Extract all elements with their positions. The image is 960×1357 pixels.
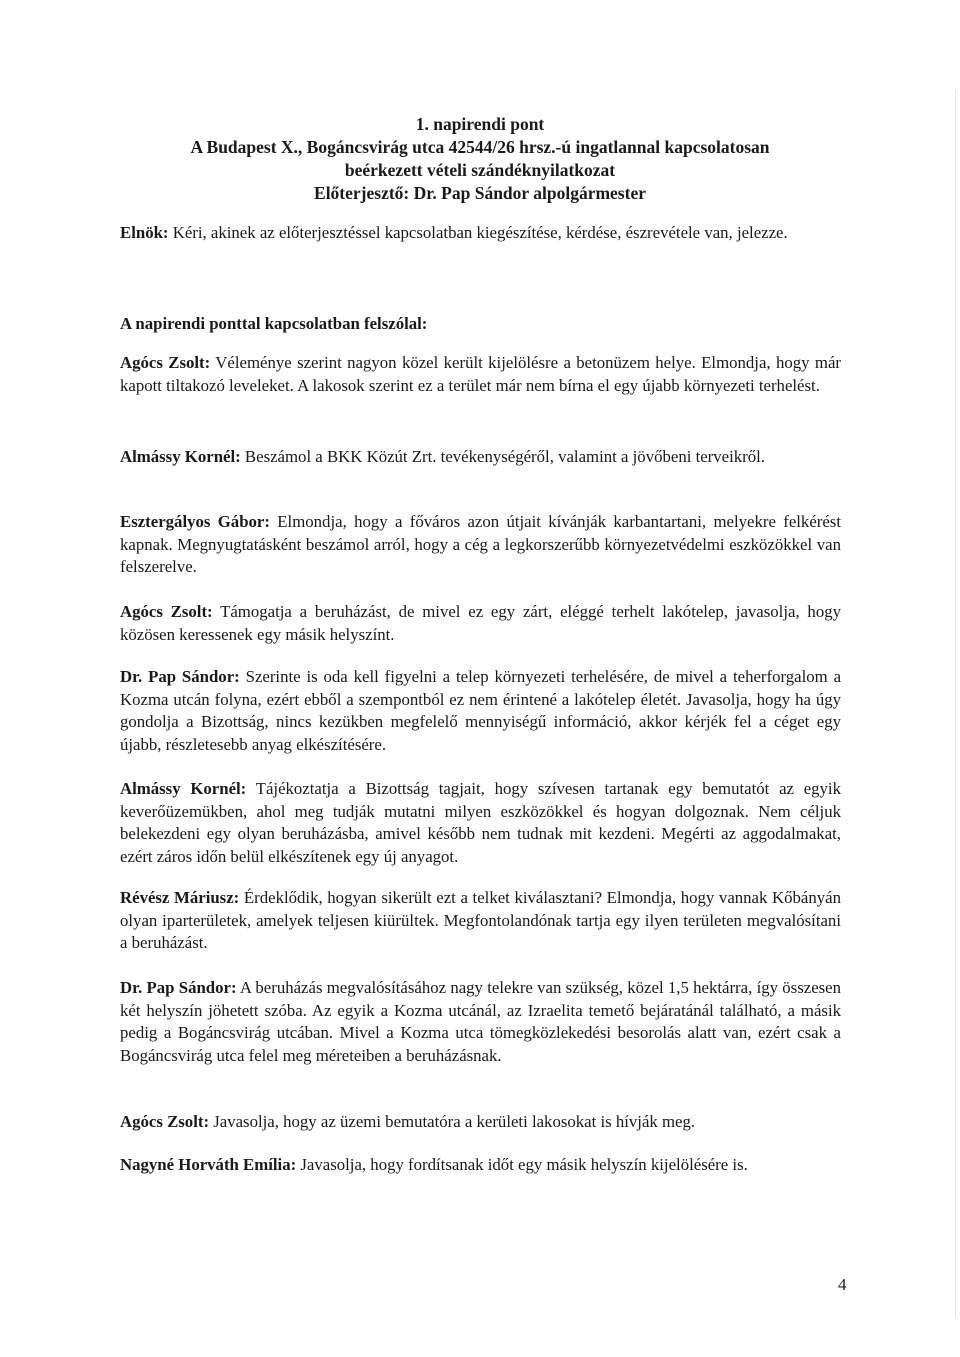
section-subheading: A napirendi ponttal kapcsolatban felszólal: <box>120 314 428 333</box>
speech-text: Szerinte is oda kell figyelni a telep környezeti terhelésére, de mivel a teherforgalom a Kozma utcán folyna, ezért ebből a szempontból ez nem érintené a lakótelep életét. Javasolja, hogy ha úgy gondolja a Bizottság, nincs kezükben megfelelő mennyiségű információ, akkor kérjék fel a céget egy újabb, részletesebb anyag elkészítésére. <box>120 667 842 754</box>
speaker-name: Dr. Pap Sándor: <box>120 667 240 686</box>
speaker-entry <box>120 446 841 469</box>
speaker-name: Nagyné Horváth Emília: <box>120 1155 297 1174</box>
speaker-entry <box>120 1154 841 1177</box>
speaker-name: Almássy Kornél: <box>120 779 247 798</box>
speech-text: Kéri, akinek az előterjesztéssel kapcsolatban kiegészítése, kérdése, észrevétele van, jelezze. <box>168 223 788 242</box>
speaker-name: Esztergályos Gábor: <box>120 512 270 531</box>
speaker-entry <box>120 511 841 579</box>
speaker-name: Dr. Pap Sándor: <box>120 978 237 997</box>
speaker-entry <box>120 778 841 868</box>
speech-text: Javasolja, hogy az üzemi bemutatóra a kerületi lakosokat is hívják meg. <box>209 1112 696 1131</box>
speaker-name: Agócs Zsolt: <box>120 1112 210 1131</box>
speaker-name: Agócs Zsolt: <box>120 602 213 621</box>
scan-edge-divider <box>954 90 956 1317</box>
speech-text: Tájékoztatja a Bizottság tagjait, hogy szívesen tartanak egy bemutatót az egyik keverőüzemükben, ahol meg tudják mutatni milyen eszközökkel és hogyan dolgoznak. Nem céljuk belekezdeni egy olyan beruházásba, amivel később nem tudnak mit kezdeni. Megérti az aggodalmakat, ezért záros időn belül elkészítenek egy új anyagot. <box>120 779 841 866</box>
speaker-name: Révész Máriusz: <box>120 888 240 907</box>
speaker-entry <box>120 601 841 646</box>
speech-text: A beruházás megvalósításához nagy telekre van szükség, közel 1,5 hektárra, így összesen két helyszín jöhetett szóba. Az egyik a Kozma utcánál, az Izraelita temető bejáratánál található, a másik pedig a Bogáncsvirág utcában. Mivel a Kozma utca tömegközlekedési besorolás alatt van, ezért csak a Bogáncsvirág utca felel meg méreteiben a beruházásnak. <box>120 978 842 1065</box>
agenda-title-cont: beérkezett vételi szándéknyilatkozat <box>344 160 616 180</box>
speech-text: Elmondja, hogy a főváros azon útjait kívánják karbantartani, melyekre felkérést kapnak. Megnyugtatásként beszámol arról, hogy a cég a legkorszerűbb környezetvédelmi eszközökkel van felszerelve. <box>120 512 842 576</box>
speaker-entry <box>120 352 841 397</box>
agenda-header <box>120 113 840 205</box>
page-number: 4 <box>838 1275 847 1294</box>
speaker-name: Elnök: <box>120 223 169 242</box>
agenda-item-number: 1. napirendi pont <box>415 114 545 134</box>
chair-intro <box>120 222 841 245</box>
speaker-name: Agócs Zsolt: <box>120 353 211 372</box>
presenter: Előterjesztő: Dr. Pap Sándor alpolgármester <box>314 183 646 203</box>
speaker-entry <box>120 887 841 955</box>
speech-text: Támogatja a beruházást, de mivel ez egy zárt, eléggé terhelt lakótelep, javasolja, hogy közösen keressenek egy másik helyszínt. <box>120 602 841 644</box>
speech-text: Javasolja, hogy fordítsanak időt egy másik helyszín kijelölésére is. <box>296 1155 748 1174</box>
speaker-entry <box>120 1111 841 1134</box>
speech-text: Véleménye szerint nagyon közel került kijelölésre a betonüzem helye. Elmondja, hogy már kapott tiltakozó leveleket. A lakosok szerint ez a terület már nem bírna el egy újabb környezeti terhelést. <box>120 353 842 395</box>
speaker-name: Almássy Kornél: <box>120 447 241 466</box>
speech-text: Érdeklődik, hogyan sikerült ezt a telket kiválasztani? Elmondja, hogy vannak Kőbányán olyan iparterületek, amelyek teljesen kiürültek. Megfontolandónak tartja egy ilyen területen megvalósítani a beruházást. <box>120 888 841 952</box>
speaker-entry <box>120 666 841 756</box>
speaker-entry <box>120 977 841 1067</box>
agenda-title: A Budapest X., Bogáncsvirág utca 42544/26 hrsz.-ú ingatlannal kapcsolatosan <box>190 137 770 157</box>
speech-text: Beszámol a BKK Közút Zrt. tevékenységéről, valamint a jövőbeni terveikről. <box>240 447 765 466</box>
